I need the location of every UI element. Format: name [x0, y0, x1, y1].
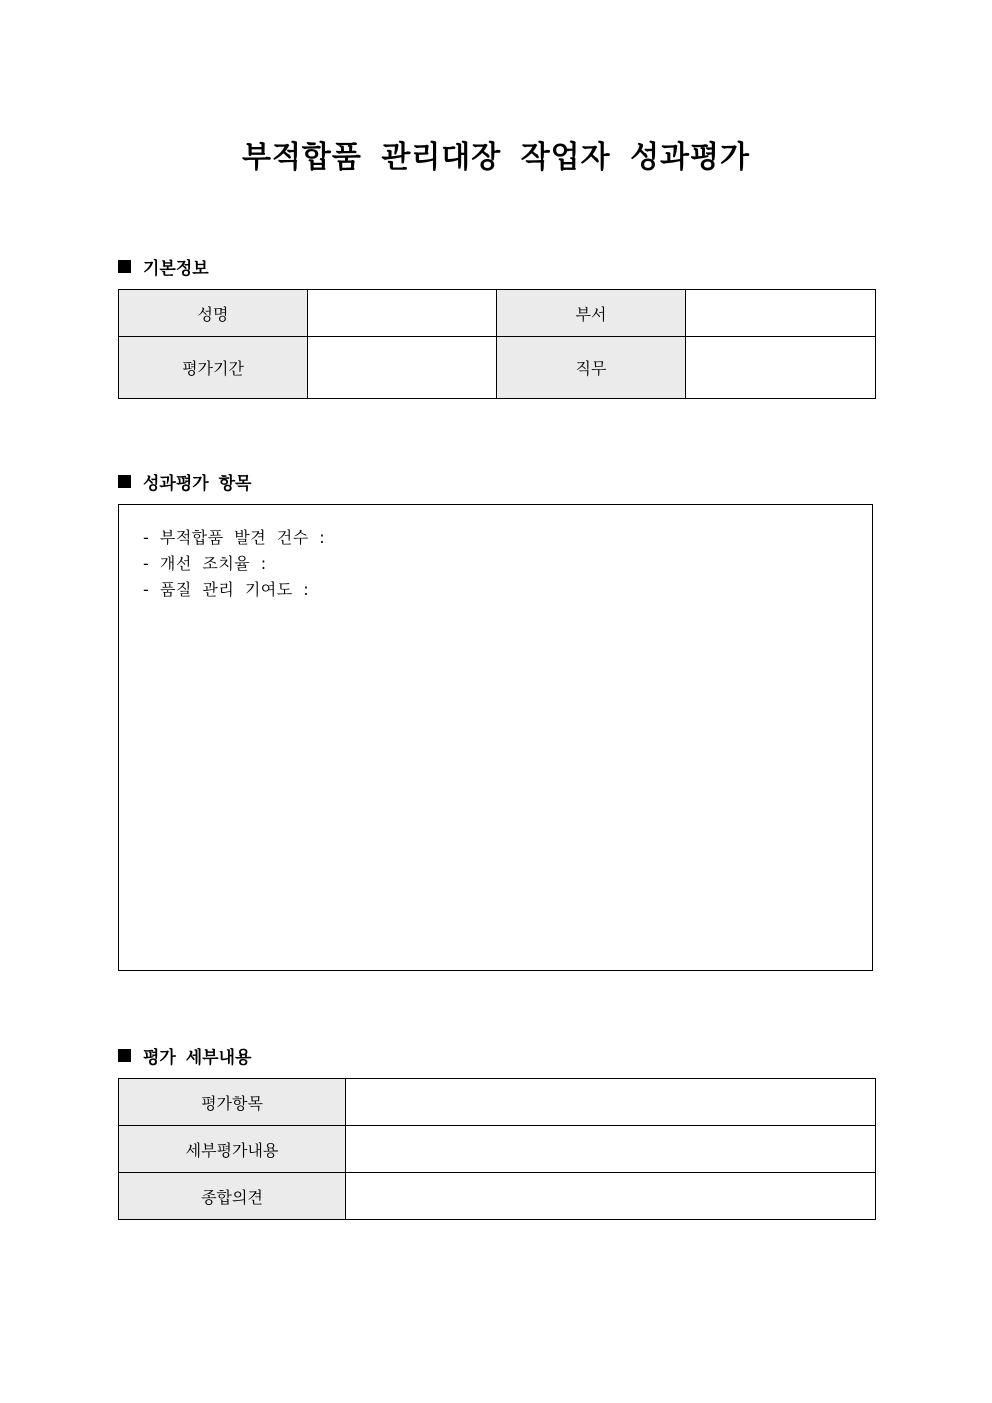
square-bullet-icon	[118, 1049, 131, 1062]
section-heading-label: 평가 세부내용	[143, 1048, 252, 1068]
detailed-evaluation-label: 세부평가내용	[119, 1126, 346, 1173]
evaluation-item: - 품질 관리 기여도 :	[143, 580, 310, 599]
job-title-field[interactable]	[686, 337, 876, 399]
overall-opinion-label: 종합의견	[119, 1173, 346, 1220]
department-label: 부서	[497, 290, 686, 337]
evaluation-items-box[interactable]	[118, 504, 873, 971]
square-bullet-icon	[118, 260, 131, 273]
section-heading-label: 기본정보	[143, 259, 209, 279]
square-bullet-icon	[118, 475, 131, 488]
page-title: 부적합품 관리대장 작업자 성과평가	[241, 140, 751, 175]
name-label: 성명	[119, 290, 308, 337]
evaluation-item-label: 평가항목	[119, 1079, 346, 1126]
evaluation-item-field[interactable]	[346, 1079, 876, 1126]
evaluation-item: - 개선 조치율 :	[143, 554, 267, 573]
section-heading-label: 성과평가 항목	[143, 474, 252, 494]
name-field[interactable]	[308, 290, 497, 337]
job-title-label: 직무	[497, 337, 686, 399]
evaluation-details-table	[118, 1078, 876, 1220]
section-heading-evaluation-details	[118, 1043, 251, 1068]
evaluation-period-field[interactable]	[308, 337, 497, 399]
evaluation-period-label: 평가기간	[119, 337, 308, 399]
detailed-evaluation-field[interactable]	[346, 1126, 876, 1173]
section-heading-evaluation-items	[118, 469, 251, 494]
evaluation-item: - 부적합품 발견 건수 :	[143, 528, 326, 547]
basic-info-table	[118, 289, 876, 399]
evaluation-items-list	[143, 525, 872, 603]
overall-opinion-field[interactable]	[346, 1173, 876, 1220]
section-heading-basic-info	[118, 254, 209, 279]
department-field[interactable]	[686, 290, 876, 337]
